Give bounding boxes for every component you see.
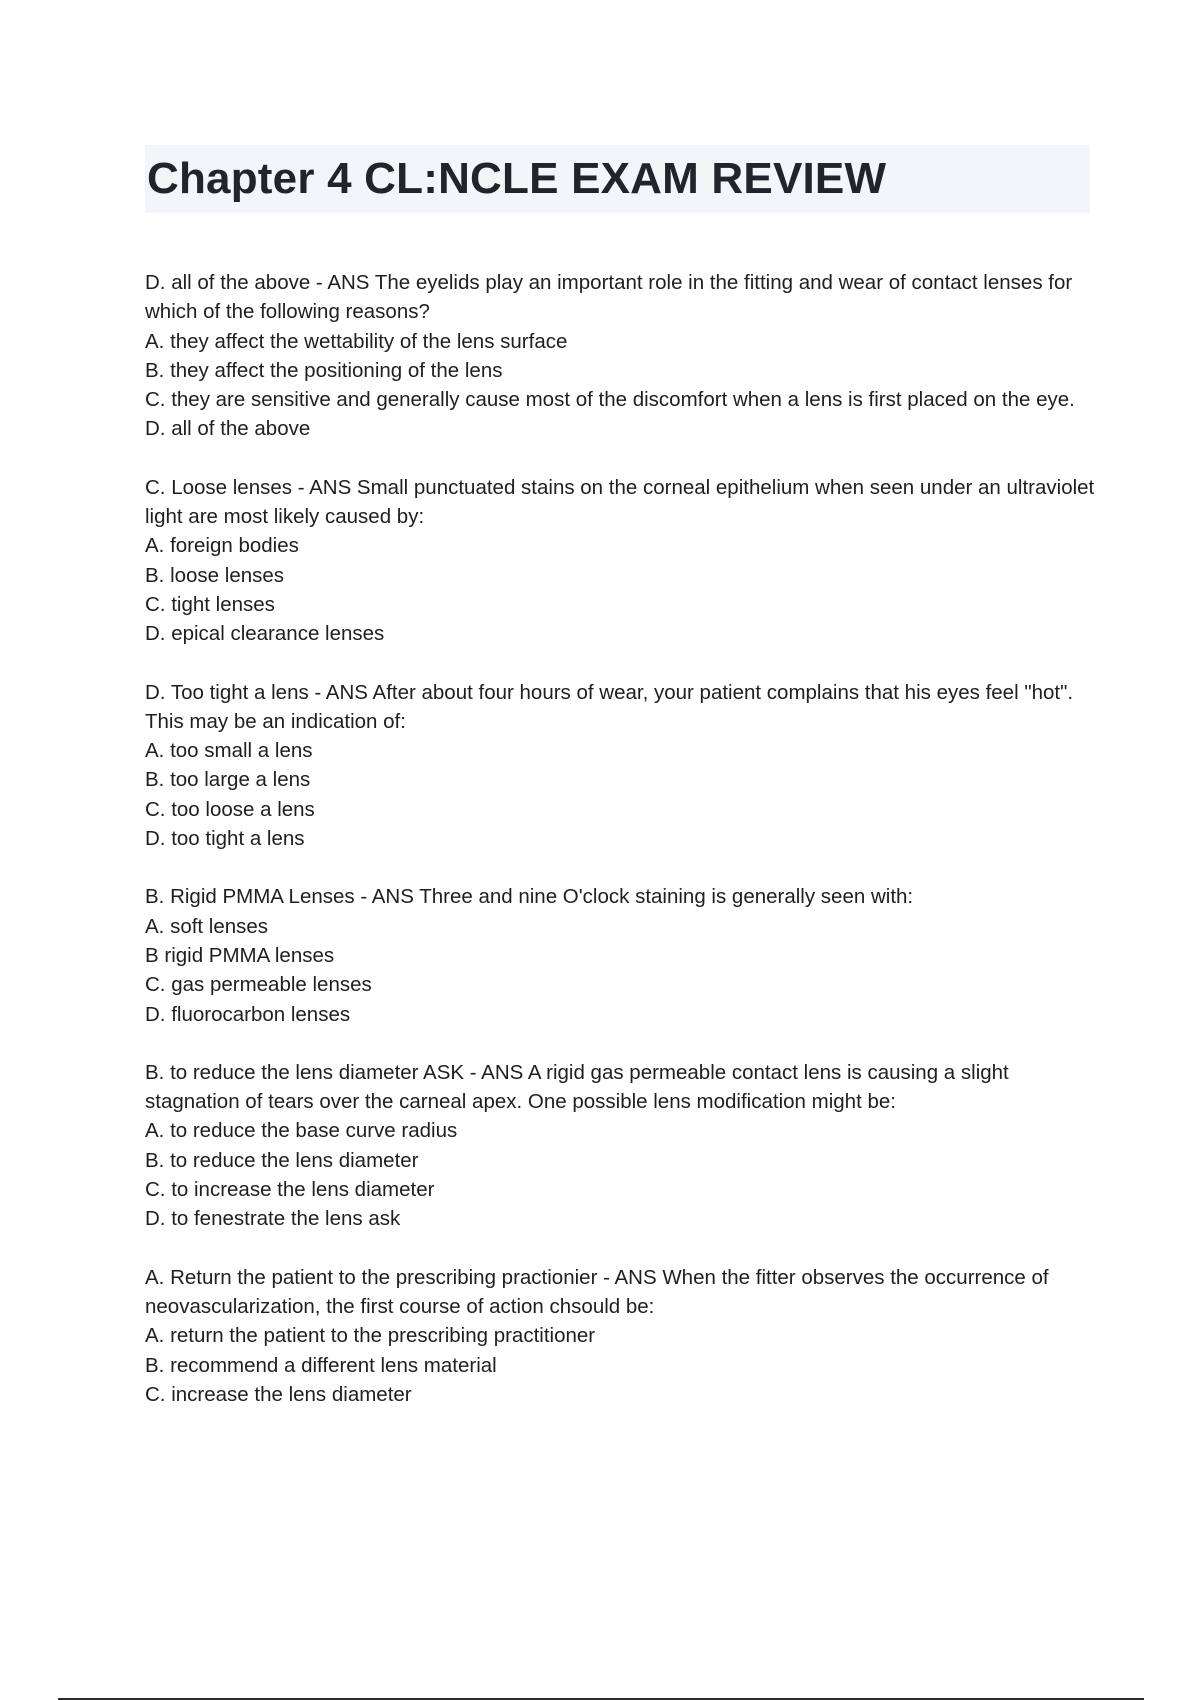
option-line: B. too large a lens: [145, 768, 311, 792]
question-list: [145, 268, 1095, 1438]
qa-block: [145, 1058, 1095, 1234]
option-line: A. they affect the wettability of the lens surface: [145, 329, 568, 353]
qa-block: [145, 882, 1095, 1028]
title-banner: [145, 145, 1090, 213]
option-line: A. foreign bodies: [145, 534, 299, 558]
option-line: B. they affect the positioning of the lens: [145, 358, 503, 382]
answer-question-line: C. Loose lenses - ANS Small punctuated stains on the corneal epithelium when seen under an ultraviolet light are most likely caused by:: [145, 475, 1095, 529]
answer-question-line: D. Too tight a lens - ANS After about four hours of wear, your patient complains that his eyes feel "hot". This may be an indication of:: [145, 680, 1074, 733]
option-line: C. to increase the lens diameter: [145, 1178, 435, 1202]
option-line: D. epical clearance lenses: [145, 622, 385, 646]
option-line: A. too small a lens: [145, 739, 313, 763]
qa-block: [145, 1263, 1095, 1409]
option-line: C. tight lenses: [145, 592, 275, 616]
answer-question-line: B. to reduce the lens diameter ASK - ANS A rigid gas permeable contact lens is causing a slight stagnation of tears over the carneal apex. One possible lens modification might be:: [145, 1060, 1009, 1114]
option-line: D. all of the above: [145, 417, 311, 441]
option-line: B rigid PMMA lenses: [145, 943, 335, 967]
option-line: D. to fenestrate the lens ask: [145, 1207, 401, 1231]
page-title: Chapter 4 CL:NCLE EXAM REVIEW: [147, 154, 887, 203]
qa-block: [145, 473, 1095, 649]
option-line: A. soft lenses: [145, 914, 269, 938]
answer-question-line: D. all of the above - ANS The eyelids play an important role in the fitting and wear of contact lenses for which of the following reasons?: [145, 271, 1073, 324]
qa-block: [145, 678, 1095, 854]
option-line: B. loose lenses: [145, 563, 285, 587]
option-line: C. increase the lens diameter: [145, 1382, 412, 1406]
option-line: D. too tight a lens: [145, 827, 305, 851]
option-line: B. to reduce the lens diameter: [145, 1148, 419, 1172]
option-line: B. recommend a different lens material: [145, 1353, 497, 1377]
answer-question-line: B. Rigid PMMA Lenses - ANS Three and nine O'clock staining is generally seen with:: [145, 885, 914, 909]
option-line: A. to reduce the base curve radius: [145, 1119, 458, 1143]
answer-question-line: A. Return the patient to the prescribing practionier - ANS When the fitter observes the occurrence of neovascularization, the first course of action chsould be:: [145, 1265, 1049, 1318]
qa-block: [145, 268, 1095, 444]
option-line: C. gas permeable lenses: [145, 973, 372, 997]
option-line: C. they are sensitive and generally cause most of the discomfort when a lens is first placed on the eye.: [145, 388, 1075, 412]
option-line: D. fluorocarbon lenses: [145, 1002, 351, 1026]
option-line: C. too loose a lens: [145, 797, 315, 821]
option-line: A. return the patient to the prescribing practitioner: [145, 1324, 596, 1348]
